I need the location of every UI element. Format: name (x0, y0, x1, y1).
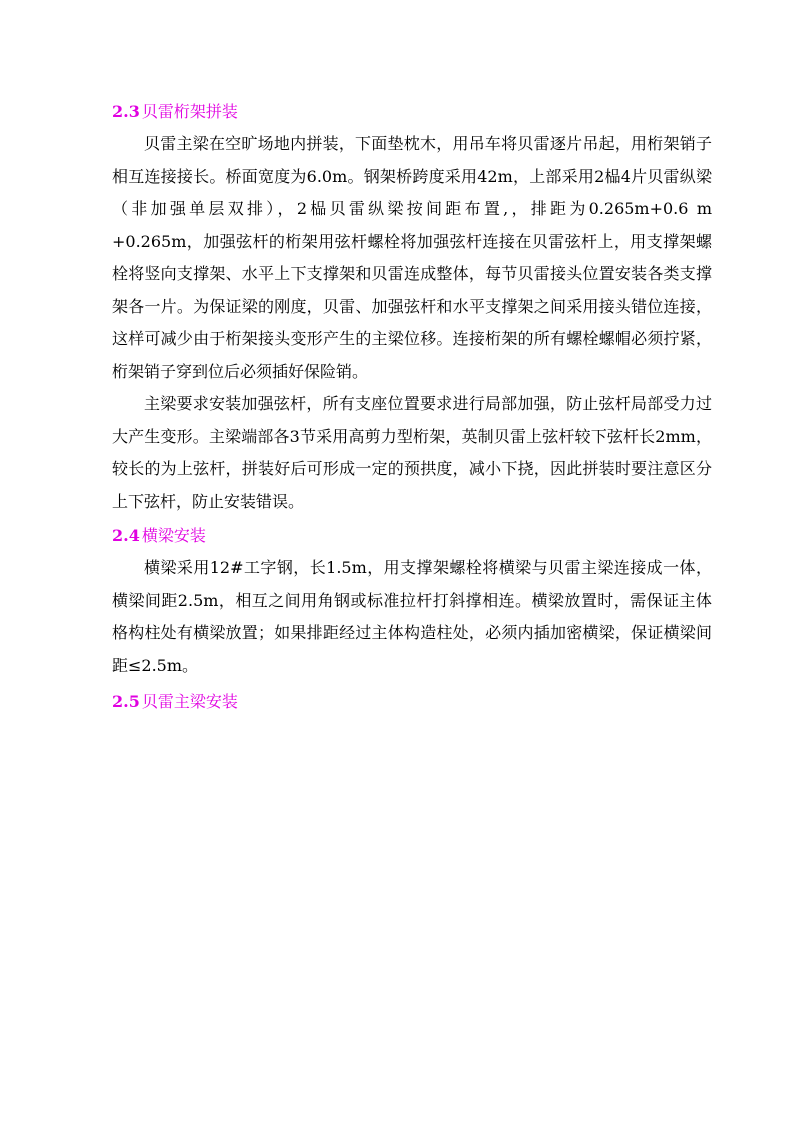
section-heading-2-5 (112, 686, 712, 718)
section-number: 2.5 (112, 692, 140, 711)
section-number: 2.4 (112, 526, 140, 545)
section-heading-2-4 (112, 520, 712, 552)
section-title: 贝雷主梁安装 (141, 692, 238, 711)
paragraph: 贝雷主梁在空旷场地内拼装，下面垫枕木，用吊车将贝雷逐片吊起，用桁架销子相互连接接长。桥面宽度为6.0m。钢架桥跨度采用42m，上部采用2榀4片贝雷纵梁（非加强单层双排），2榀贝雷纵梁按间距布置,，排距为0.265m+0.6 m +0.265m，加强弦杆的桁架用弦杆螺栓将加强弦杆连接在贝雷弦杆上，用支撑架螺栓将竖向支撑架、水平上下支撑架和贝雷连成整体，每节贝雷接头位置安装各类支撑架各一片。为保证梁的刚度，贝雷、加强弦杆和水平支撑架之间采用接头错位连接，这样可减少由于桁架接头变形产生的主梁位移。连接桁架的所有螺栓螺帽必须拧紧，桁架销子穿到位后必须插好保险销。 (112, 134, 712, 381)
paragraph: 主梁要求安装加强弦杆，所有支座位置要求进行局部加强，防止弦杆局部受力过大产生变形。主梁端部各3节采用高剪力型桁架，英制贝雷上弦杆较下弦杆长2mm，较长的为上弦杆，拼装好后可形成一定的预拱度，减小下挠，因此拼装时要注意区分上下弦杆，防止安装错误。 (112, 394, 712, 511)
section-title: 横梁安装 (141, 526, 206, 545)
document-body (112, 96, 712, 718)
section-number: 2.3 (112, 102, 140, 121)
section-title: 贝雷桁架拼装 (141, 102, 238, 121)
paragraph: 横梁采用12#工字钢，长1.5m，用支撑架螺栓将横梁与贝雷主梁连接成一体，横梁间距2.5m，相互之间用角钢或标准拉杆打斜撑相连。横梁放置时，需保证主体格构柱处有横梁放置；如果排距经过主体构造柱处，必须内插加密横梁，保证横梁间距≤2.5m。 (112, 558, 712, 675)
section-heading-2-3 (112, 96, 712, 128)
